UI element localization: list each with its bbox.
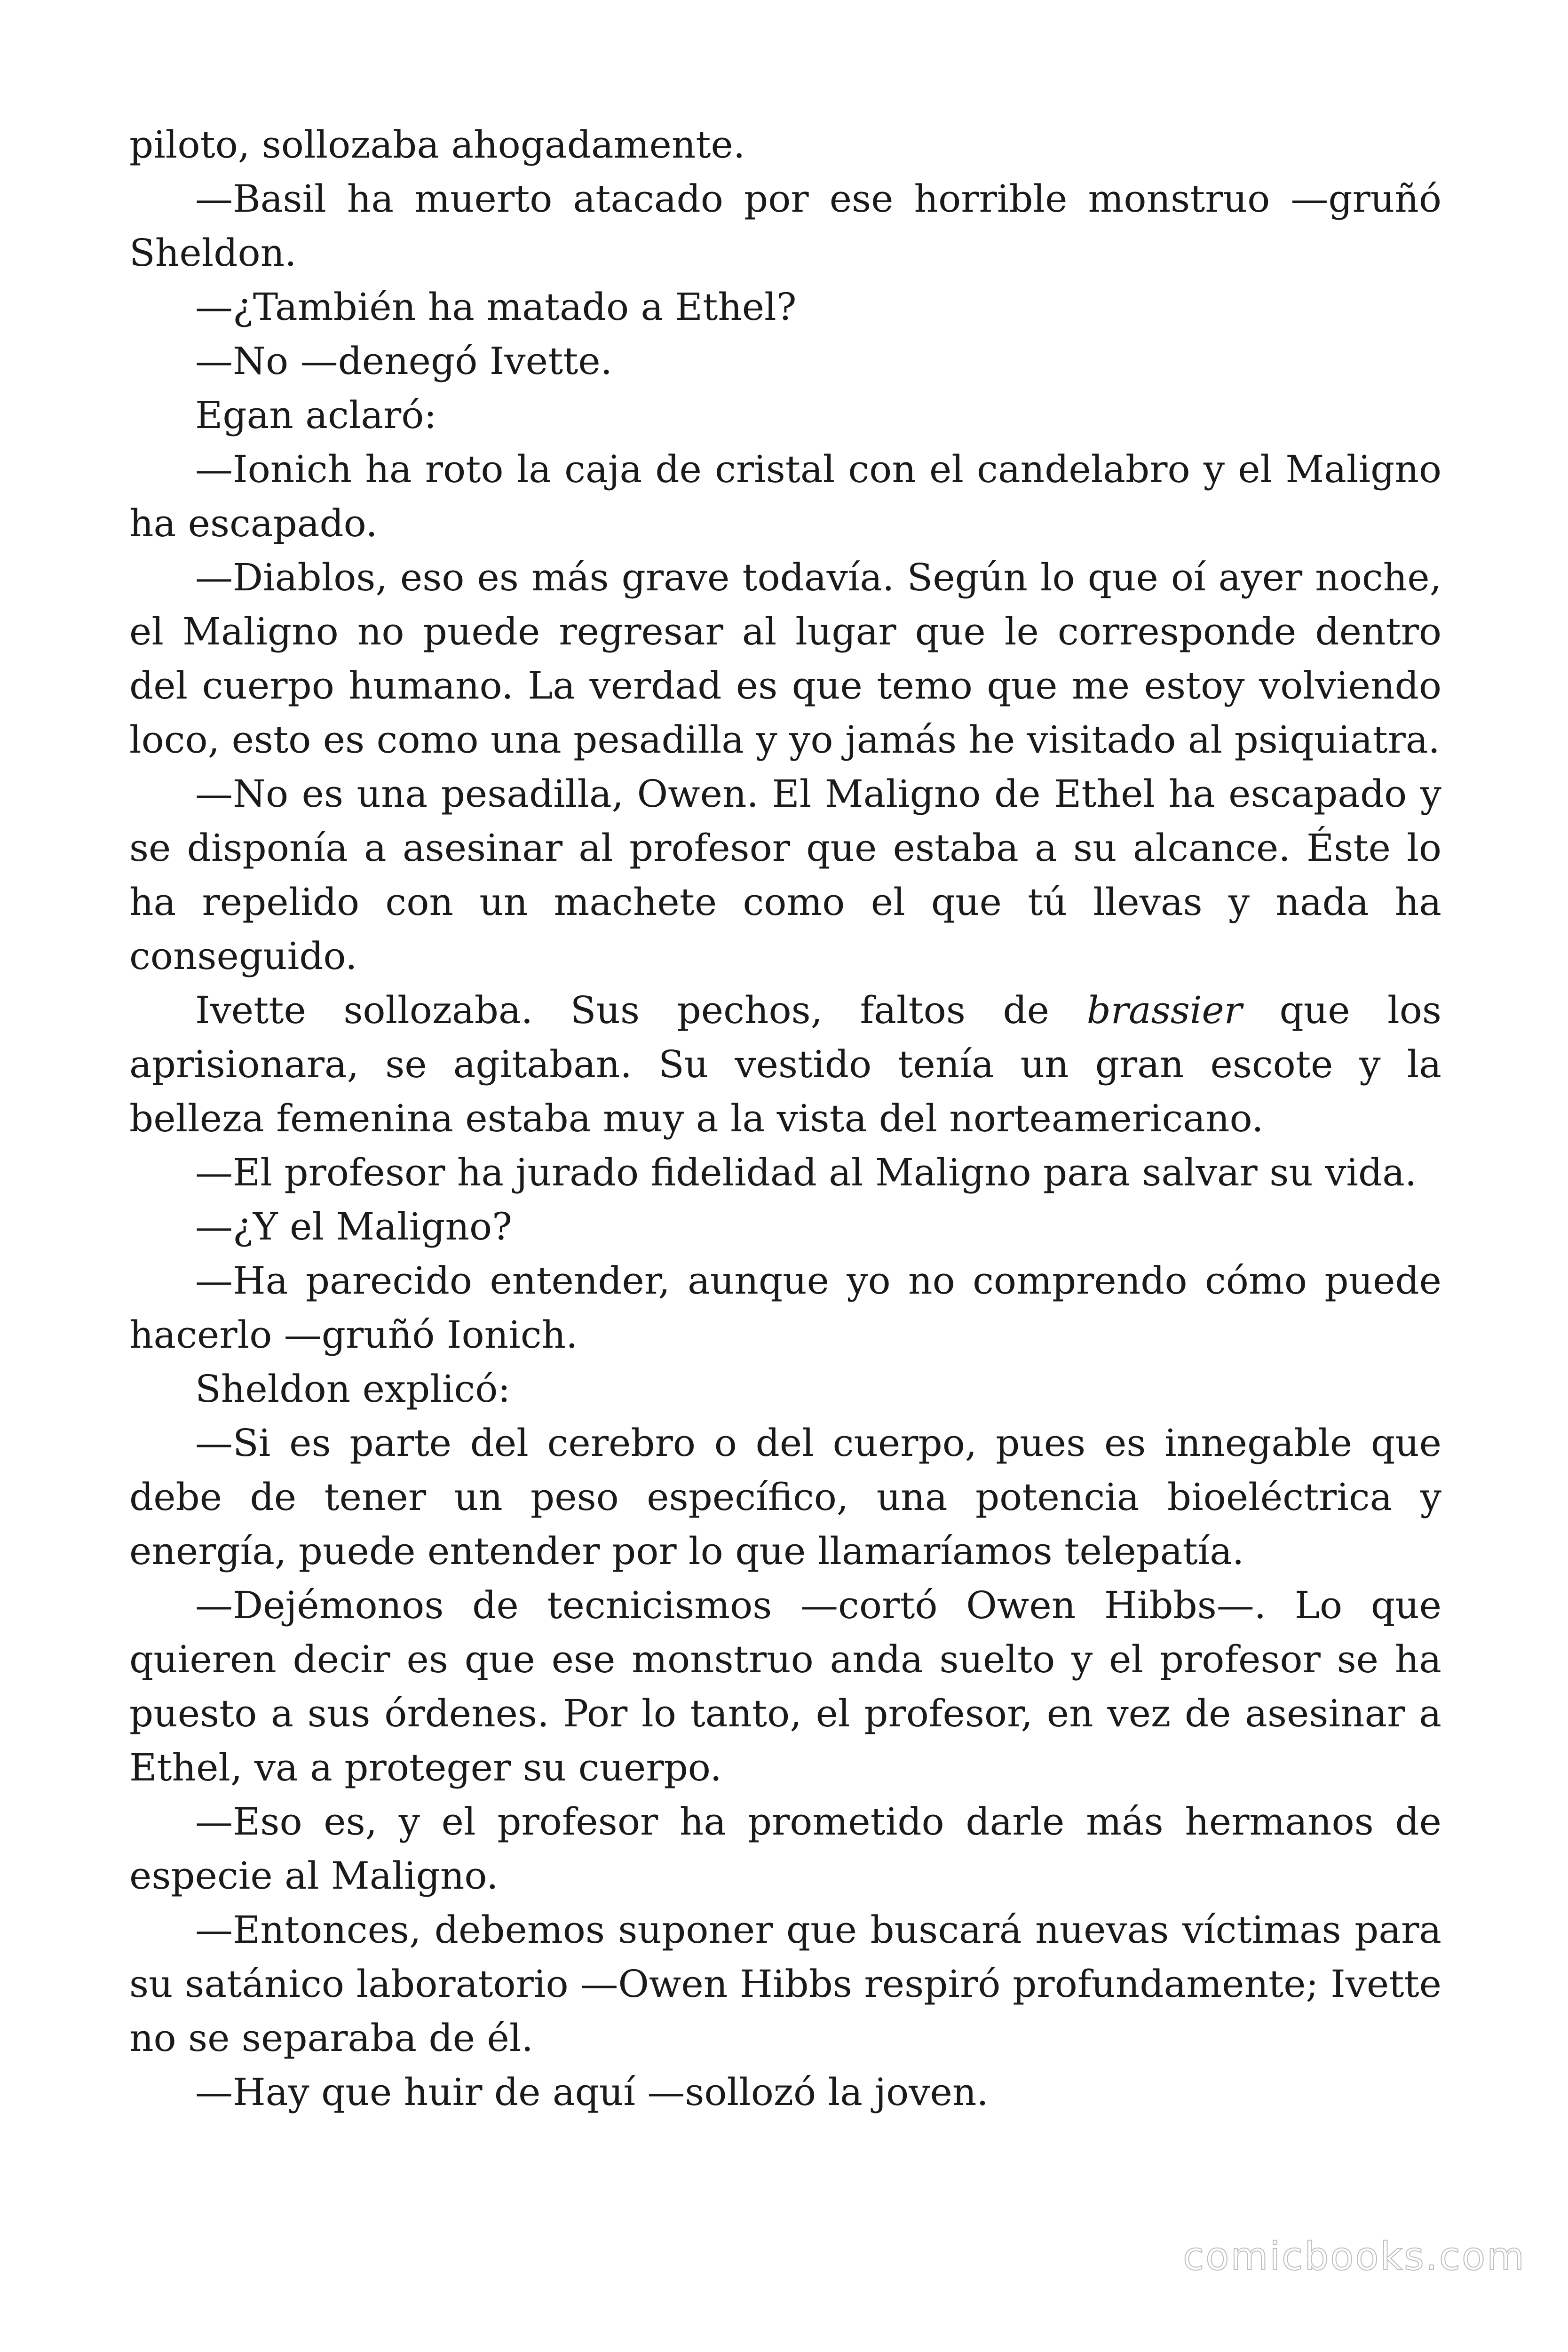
paragraph-7: —Diablos, eso es más grave todavía. Según lo que oí ayer noche, el Maligno no puede regresar al lugar que le corresponde dentro del cuerpo humano. La verdad es que temo que me estoy volviendo loco, esto es como una pesadilla y yo jamás he visitado al psiquiatra.	[129, 556, 1441, 762]
paragraph-17: —Entonces, debemos suponer que buscará nuevas víctimas para su satánico laboratorio —Owen Hibbs respiró profundamente; Ivette no se separaba de él.	[129, 1908, 1441, 2060]
paragraph-18: —Hay que huir de aquí —sollozó la joven.	[195, 2070, 989, 2114]
paragraph-10: —El profesor ha jurado fidelidad al Maligno para salvar su vida.	[195, 1151, 1417, 1194]
paragraph-5: Egan aclaró:	[195, 393, 437, 437]
paragraph-13: Sheldon explicó:	[195, 1367, 511, 1411]
paragraph-11: —¿Y el Maligno?	[195, 1205, 513, 1248]
paragraph-9-italic: brassier	[1086, 988, 1242, 1032]
paragraph-2: —Basil ha muerto atacado por ese horrible monstruo —gruñó Sheldon.	[129, 177, 1441, 275]
paragraph-6: —Ionich ha roto la caja de cristal con el candelabro y el Maligno ha escapado.	[129, 447, 1441, 545]
paragraph-15: —Dejémonos de tecnicismos —cortó Owen Hibbs—. Lo que quieren decir es que ese monstruo anda suelto y el profesor se ha puesto a sus órdenes. Por lo tanto, el profesor, en vez de asesinar a Ethel, va a proteger su cuerpo.	[129, 1583, 1441, 1789]
paragraph-12: —Ha parecido entender, aunque yo no comprendo cómo puede hacerlo —gruñó Ionich.	[129, 1259, 1441, 1357]
paragraph-14: —Si es parte del cerebro o del cuerpo, pues es innegable que debe de tener un peso específico, una potencia bioeléctrica y energía, puede entender por lo que llamaríamos telepatía.	[129, 1421, 1441, 1573]
watermark: comicbooks.com	[1183, 2234, 1526, 2279]
paragraph-9-before: Ivette sollozaba. Sus pechos, faltos de	[195, 988, 1087, 1032]
page-body-text	[129, 118, 1441, 2119]
paragraph-8: —No es una pesadilla, Owen. El Maligno de Ethel ha escapado y se disponía a asesinar al profesor que estaba a su alcance. Éste lo ha repelido con un machete como el que tú llevas y nada ha conseguido.	[129, 772, 1441, 978]
paragraph-9	[129, 983, 1441, 1145]
paragraph-4: —No —denegó Ivette.	[195, 339, 613, 383]
paragraph-16: —Eso es, y el profesor ha prometido darle más hermanos de especie al Maligno.	[129, 1800, 1441, 1898]
paragraph-9-after: que los aprisionara, se agitaban. Su vestido tenía un gran escote y la belleza femenina estaba muy a la vista del norteamericano.	[129, 988, 1441, 1140]
paragraph-1: piloto, sollozaba ahogadamente.	[129, 123, 745, 167]
paragraph-3: —¿También ha matado a Ethel?	[195, 285, 797, 329]
